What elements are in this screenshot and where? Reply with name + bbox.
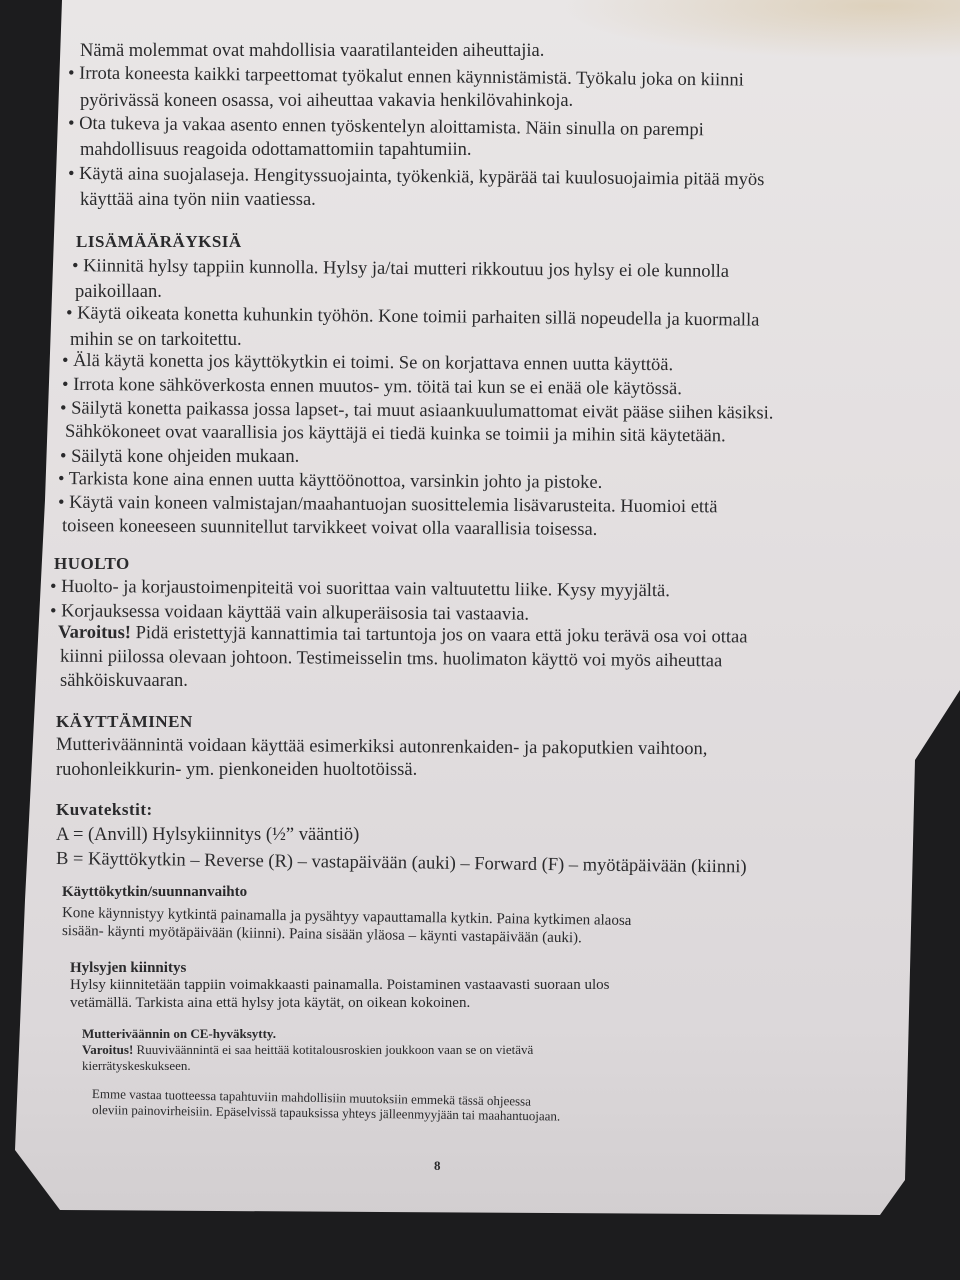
text-line: B = Käyttökytkin – Reverse (R) – vastapäivään (auki) – Forward (F) – myötäpäivään (kiinni) [55,849,747,878]
text-line: Kone käynnistyy kytkintä painamalla ja pysähtyy vapauttamalla kytkin. Paina kytkimen alaosa [61,905,632,929]
text-line: Hylsy kiinnitetään tappiin voimakkaasti painamalla. Poistaminen vastaavasti suoraan ulos [70,977,610,993]
text-line: kiinni piilossa olevaan johtoon. Testimeisselin tms. huolimaton käyttö voi myös aiheuttaa [59,646,723,672]
text-line [82,1042,533,1058]
text-line: • Käytä oikeata konetta kuhunkin työhön. Kone toimii parhaiten sillä nopeudella ja kuormalla [65,303,760,331]
text-line: oleviin painovirheisiin. Epäselvissä tapauksissa yhteys jälleenmyyjään tai maahantuojaan. [91,1102,561,1124]
section-heading: Mutteriväännin on CE-hyväksytty. [82,1026,276,1041]
section-heading: Kuvatekstit: [56,800,153,819]
text-line: mihin se on tarkoitettu. [70,330,242,350]
text-line: • Irrota kone sähköverkosta ennen muutos- ym. töitä tai kun se ei enää ole käytössä. [61,374,682,400]
text-line: toiseen koneeseen suunnitellut tarvikkeet voivat olla vaarallisia toisessa. [61,516,598,540]
text-line: sisään- käynti myötäpäivään (kiinni). Paina sisään yläosa – käynti vastapäivään (auki). [61,923,582,947]
text-line: • Säilytä konetta paikassa jossa lapset-, tai muut asiaankuulumattomat eivät pääse siihen käsiksi. [59,398,774,424]
text-line: mahdollisuus reagoida odottamattomiin tapahtumiin. [80,140,472,160]
text-line: • Huolto- ja korjaustoimenpiteitä voi suorittaa vain valtuutettu liike. Kysy myyjältä. [49,576,671,602]
text-line: ruohonleikkurin- ym. pienkoneiden huoltotöissä. [56,760,418,780]
section-heading: KÄYTTÄMINEN [56,712,193,731]
text-line: Nämä molemmat ovat mahdollisia vaaratilanteiden aiheuttajia. [80,41,545,61]
section-heading: Hylsyjen kiinnitys [70,960,187,976]
section-heading: HUOLTO [54,554,130,573]
text-line: • Käytä aina suojalaseja. Hengityssuojainta, työkenkiä, kypärää tai kuulosuojaimia pitää myös [67,163,765,191]
text-line: • Korjauksessa voidaan käyttää vain alkuperäisosia tai vastaavia. [49,601,530,625]
section-heading: LISÄMÄÄRÄYKSIÄ [76,232,242,251]
text-line: • Kiinnitä hylsy tappiin kunnolla. Hylsy ja/tai mutteri rikkoutuu jos hylsy ei ole kunnolla [71,256,730,282]
paper-stain [560,0,960,60]
text-line: A = (Anvill) Hylsykiinnitys (½” vääntiö) [56,825,360,845]
text-line: Emme vastaa tuotteessa tapahtuviin mahdollisiin muutoksiin emmekä tässä ohjeessa [91,1086,532,1109]
section-heading: Käyttökytkin/suunnanvaihto [62,884,248,900]
text-line: • Irrota koneesta kaikki tarpeettomat työkalut ennen käynnistämistä. Työkalu joka on kiinni [67,63,744,91]
warning-text: Ruuviväännintä ei saa heittää kotitalousroskien joukkoon vaan se on vietävä [136,1042,534,1057]
text-line: kierrätyskeskukseen. [82,1058,191,1073]
text-line: Mutteriväännintä voidaan käyttää esimerkiksi autonrenkaiden- ja pakoputkien vaihtoon, [55,734,708,760]
text-line: käyttää aina työn niin vaatiessa. [80,190,316,210]
page-number: 8 [434,1158,441,1173]
text-line: • Älä käytä konetta jos käyttökytkin ei toimi. Se on korjattava ennen uutta käyttöä. [61,350,674,376]
warning-label: Varoitus! [57,622,132,644]
text-line: • Käytä vain koneen valmistajan/maahantuojan suosittelemia lisävarusteita. Huomioi että [57,492,718,518]
text-line: sähköiskuvaaran. [60,671,188,691]
warning-text: Pidä eristettyjä kannattimia tai tartuntoja jos on vaara että joku terävä osa voi ottaa [135,623,748,648]
text-line: vetämällä. Tarkista aina että hylsy jota käytät, on oikean kokoinen. [70,995,471,1011]
text-line: pyörivässä koneen osassa, voi aiheuttaa vakavia henkilövahinkoja. [80,91,574,111]
warning-label: Varoitus! [82,1042,134,1057]
text-line: • Säilytä kone ohjeiden mukaan. [60,447,300,467]
text-line: Sähkökoneet ovat vaarallisia jos käyttäjä ei tiedä kuinka se toimii ja mihin sitä käytetään. [64,421,726,447]
text-line: paikoillaan. [75,282,162,302]
text-line: • Tarkista kone aina ennen uutta käyttöönottoa, varsinkin johto ja pistoke. [57,469,603,493]
text-line: • Ota tukeva ja vakaa asento ennen työskentelyn aloittamista. Näin sinulla on parempi [67,113,704,141]
